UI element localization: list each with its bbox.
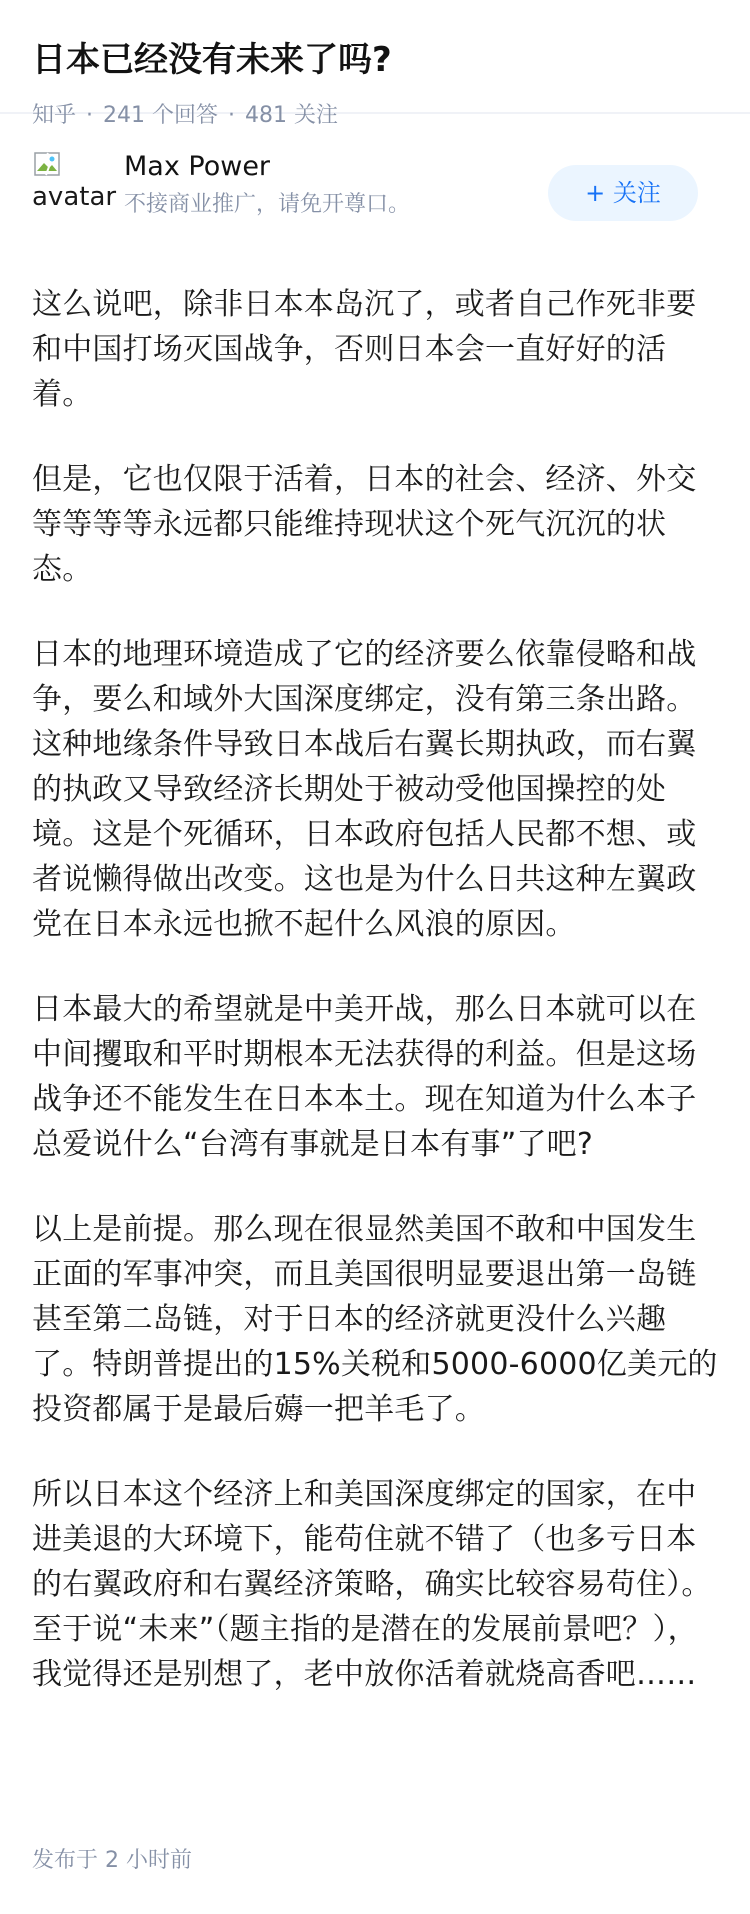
- question-title[interactable]: 日本已经没有未来了吗?: [32, 40, 392, 80]
- author-row: [0, 114, 750, 232]
- answer-content: [32, 282, 718, 1737]
- avatar-alt-text: avatar: [32, 182, 117, 212]
- answer-paragraph: 日本最大的希望就是中美开战，那么日本就可以在中间攫取和平时期根本无法获得的利益。但是这场战争还不能发生在日本本土。现在知道为什么本子总爱说什么“台湾有事就是日本有事”了吧?: [32, 992, 697, 1162]
- source-label[interactable]: 知乎: [32, 103, 77, 128]
- meta-separator: ·: [228, 103, 236, 128]
- answer-paragraph: 以上是前提。那么现在很显然美国不敢和中国发生正面的军事冲突，而且美国很明显要退出第一岛链甚至第二岛链，对于日本的经济就更没什么兴趣了。特朗普提出的15%关税和5000-6000亿美元的投资都属于是最后薅一把羊毛了。: [32, 1212, 718, 1427]
- answer-paragraph: 所以日本这个经济上和美国深度绑定的国家，在中进美退的大环境下，能苟住就不错了（也多亏日本的右翼政府和右翼经济策略，确实比较容易苟住）。至于说“未来”（题主指的是潜在的发展前景吧？），我觉得还是别想了，老中放你活着就烧高香吧……: [32, 1477, 712, 1692]
- avatar[interactable]: [32, 152, 117, 220]
- author-name[interactable]: Max Power: [124, 151, 271, 182]
- answer-paragraph: 但是，它也仅限于活着，日本的社会、经济、外交等等等等永远都只能维持现状这个死气沉沉的状态。: [32, 462, 697, 587]
- follow-button[interactable]: + 关注: [548, 165, 698, 221]
- broken-image-icon: [34, 152, 60, 176]
- answer-count[interactable]: 241 个回答: [103, 103, 219, 128]
- publish-time: 发布于 2 小时前: [32, 1848, 192, 1873]
- author-bio: 不接商业推广，请免开尊口。: [124, 192, 411, 217]
- follower-count[interactable]: 481 关注: [245, 103, 339, 128]
- question-header: [0, 0, 750, 128]
- meta-separator: ·: [86, 103, 94, 128]
- answer-paragraph: 这么说吧，除非日本本岛沉了，或者自己作死非要和中国打场灭国战争，否则日本会一直好好的活着。: [32, 287, 697, 412]
- answer-paragraph: 日本的地理环境造成了它的经济要么依靠侵略和战争，要么和域外大国深度绑定，没有第三条出路。这种地缘条件导致日本战后右翼长期执政，而右翼的执政又导致经济长期处于被动受他国操控的处境。这是个死循环，日本政府包括人民都不想、或者说懒得做出改变。这也是为什么日共这种左翼政党在日本永远也掀不起什么风浪的原因。: [32, 637, 697, 942]
